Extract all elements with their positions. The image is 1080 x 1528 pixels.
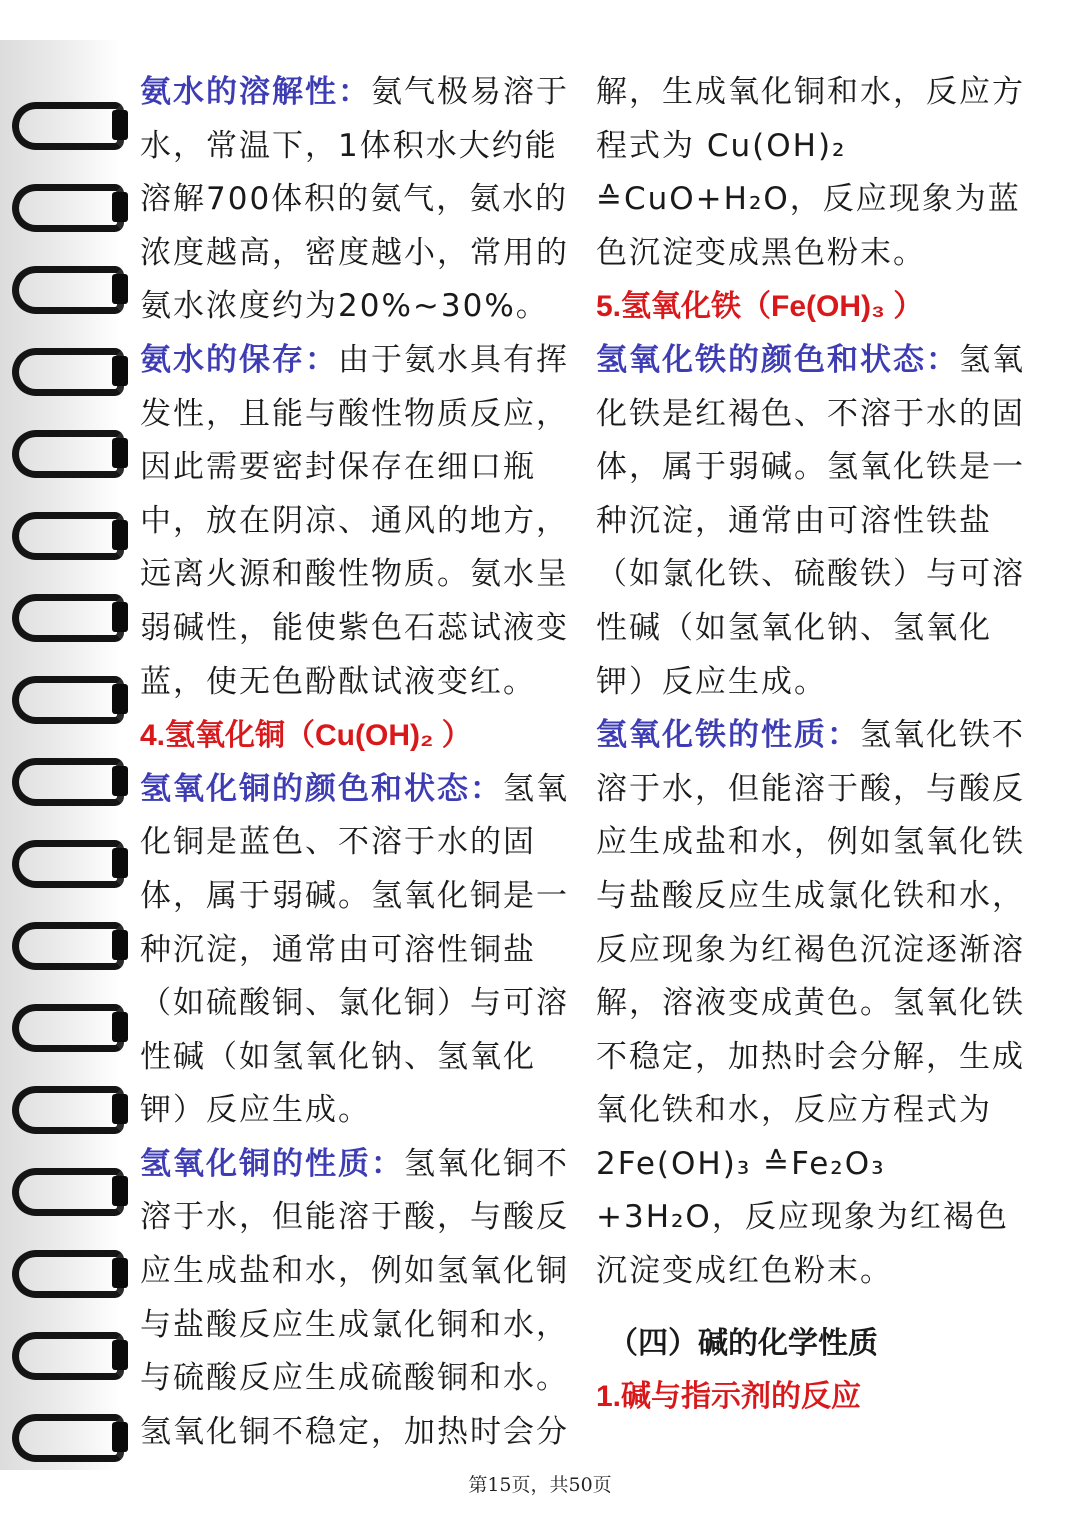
- ring-loop: [12, 676, 124, 724]
- binding-ring: [12, 758, 128, 814]
- ring-hole: [112, 930, 128, 960]
- ring-loop: [12, 1332, 124, 1380]
- binding-ring: [12, 922, 128, 978]
- label-fe-color: 氢氧化铁的颜色和状态：: [596, 341, 959, 378]
- paragraph-fe-color: [596, 334, 1036, 709]
- label-cu-color: 氢氧化铜的颜色和状态：: [140, 770, 503, 807]
- binding-ring: [12, 512, 128, 568]
- ring-loop: [12, 430, 124, 478]
- ring-loop: [12, 102, 124, 150]
- binding-ring: [12, 594, 128, 650]
- ring-loop: [12, 184, 124, 232]
- text-ammonia-solubility: 氨气极易溶于水，常温下，1体积水大约能溶解700体积的氨气，氨水的浓度越高，密度越小，常用的氨水浓度约为20%~30%。: [140, 74, 569, 325]
- text-cu-property: 氢氧化铜不溶于水，但能溶于酸，与酸反应生成盐和水，例如氢氧化铜与盐酸反应生成氯化铜和水，与硫酸反应生成硫酸铜和水。氢氧化铜不稳定，加热时会分: [140, 1145, 569, 1450]
- text-fe-property: 氢氧化铁不溶于水，但能溶于酸，与酸反应生成盐和水，例如氢氧化铁与盐酸反应生成氯化铁和水，反应现象为红褐色沉淀逐渐溶解，溶液变成黄色。氢氧化铁不稳定，加热时会分解，生成氧化铁和水，反应方程式为 2Fe(OH)₃ ≙Fe₂O₃ +3H₂O，反应现象为红褐色沉淀变成红色粉末。: [596, 717, 1025, 1290]
- paragraph-cu-continued: 解，生成氧化铜和水，反应方程式为 Cu(OH)₂ ≙CuO+H₂O，反应现象为蓝色沉淀变成黑色粉末。: [596, 74, 1025, 271]
- ring-loop: [12, 266, 124, 314]
- ring-hole: [112, 602, 128, 632]
- binding-ring: [12, 430, 128, 486]
- label-fe-property: 氢氧化铁的性质：: [596, 717, 860, 754]
- text-cu-color: 氢氧化铜是蓝色、不溶于水的固体，属于弱碱。氢氧化铜是一种沉淀，通常由可溶性铜盐（如硫酸铜、氯化铜）与可溶性碱（如氢氧化钠、氢氧化钾）反应生成。: [140, 770, 569, 1129]
- ring-loop: [12, 594, 124, 642]
- binding-ring: [12, 1250, 128, 1306]
- ring-hole: [112, 520, 128, 550]
- label-cu-property: 氢氧化铜的性质：: [140, 1145, 404, 1182]
- subsection-1-heading: 1.碱与指示剂的反应: [596, 1380, 862, 1414]
- ring-hole: [112, 1422, 128, 1452]
- ring-hole: [112, 438, 128, 468]
- ring-hole: [112, 1258, 128, 1288]
- ring-hole: [112, 1176, 128, 1206]
- binding-ring: [12, 266, 128, 322]
- ring-loop: [12, 512, 124, 560]
- ring-hole: [112, 274, 128, 304]
- ring-hole: [112, 192, 128, 222]
- ring-loop: [12, 758, 124, 806]
- ring-hole: [112, 110, 128, 140]
- ring-hole: [112, 1094, 128, 1124]
- ring-loop: [12, 840, 124, 888]
- binding-ring: [12, 1004, 128, 1060]
- binding-ring: [12, 1168, 128, 1224]
- binding-ring: [12, 1414, 128, 1470]
- ring-loop: [12, 348, 124, 396]
- paragraph-fe-property: [596, 709, 1036, 1299]
- ring-loop: [12, 1086, 124, 1134]
- ring-loop: [12, 1004, 124, 1052]
- ring-loop: [12, 922, 124, 970]
- ring-hole: [112, 1012, 128, 1042]
- spiral-binding: [0, 40, 140, 1470]
- binding-ring: [12, 184, 128, 240]
- label-ammonia-storage: 氨水的保存：: [140, 341, 338, 378]
- paragraph-cu-property: [140, 1138, 578, 1460]
- binding-ring: [12, 676, 128, 732]
- ring-hole: [112, 356, 128, 386]
- ring-hole: [112, 1340, 128, 1370]
- section-4-heading: 4.氢氧化铜（Cu(OH)₂ ）: [140, 719, 472, 753]
- ring-hole: [112, 766, 128, 796]
- text-fe-color: 氢氧化铁是红褐色、不溶于水的固体，属于弱碱。氢氧化铁是一种沉淀，通常由可溶性铁盐（如氯化铁、硫酸铁）与可溶性碱（如氢氧化钠、氢氧化钾）反应生成。: [596, 341, 1025, 700]
- binding-ring: [12, 348, 128, 404]
- text-ammonia-storage: 由于氨水具有挥发性，且能与酸性物质反应，因此需要密封保存在细口瓶中，放在阴凉、通风的地方，远离火源和酸性物质。氨水呈弱碱性，能使紫色石蕊试液变蓝，使无色酚酞试液变红。: [140, 341, 569, 700]
- ring-loop: [12, 1168, 124, 1216]
- binding-ring: [12, 1332, 128, 1388]
- paragraph-ammonia-solubility: [140, 66, 578, 334]
- paragraph-ammonia-storage: [140, 334, 578, 709]
- section-5-heading: 5.氢氧化铁（Fe(OH)₃ ）: [596, 290, 924, 324]
- label-ammonia-solubility: 氨水的溶解性：: [140, 74, 371, 110]
- section-four-heading: （四）碱的化学性质: [608, 1326, 878, 1360]
- binding-ring: [12, 840, 128, 896]
- ring-loop: [12, 1250, 124, 1298]
- ring-hole: [112, 848, 128, 878]
- page-footer: 第15页，共50页: [468, 1474, 612, 1496]
- binding-ring: [12, 1086, 128, 1142]
- binding-ring: [12, 102, 128, 158]
- ring-loop: [12, 1414, 124, 1462]
- left-column: [140, 66, 578, 1459]
- ring-hole: [112, 684, 128, 714]
- paragraph-cu-color: [140, 763, 578, 1138]
- right-column: [596, 66, 1036, 1424]
